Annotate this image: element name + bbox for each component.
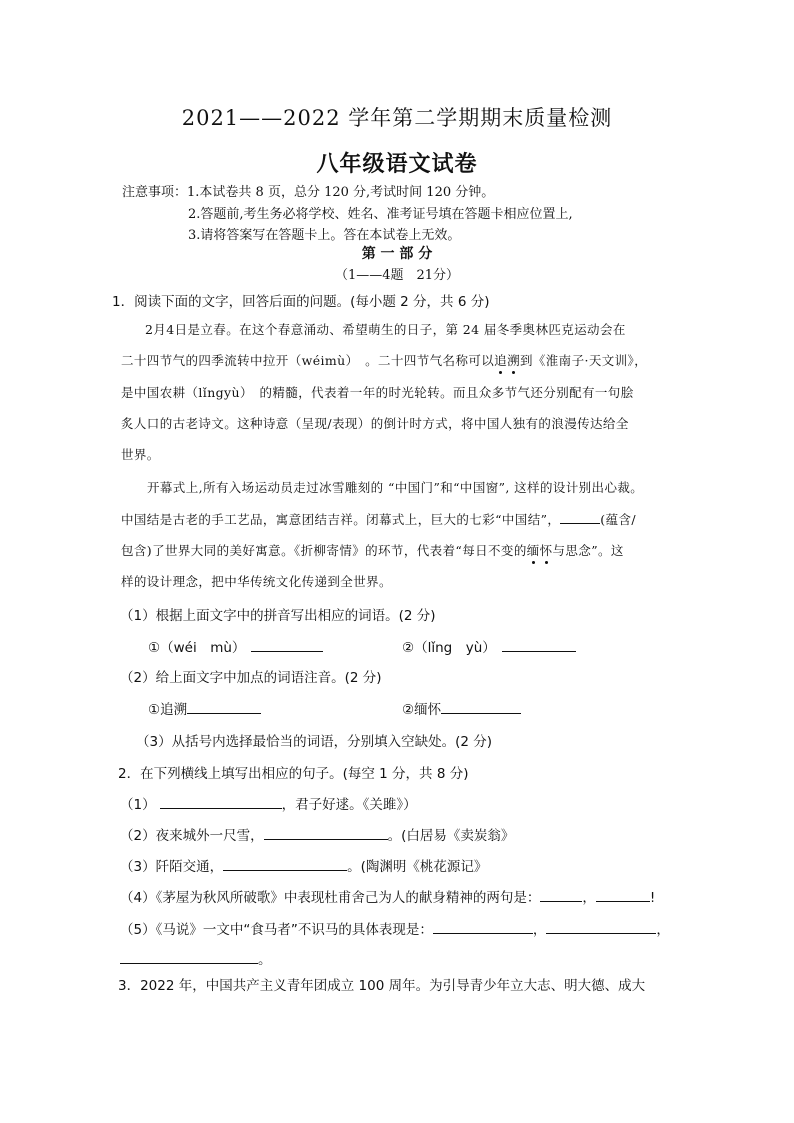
notice-label: 注意事项： xyxy=(122,185,188,200)
item-end: ! xyxy=(649,890,656,906)
dotted-char: 追 xyxy=(494,353,508,368)
item-prefix: （1） xyxy=(120,797,156,813)
sub-label: ①追溯 xyxy=(148,702,188,718)
dotted-char: 怀 xyxy=(539,543,553,558)
section-range: （1——4题 21分） xyxy=(334,268,460,283)
passage-line-2 xyxy=(121,351,647,369)
sub-label: ①（wéi mù） xyxy=(148,640,246,656)
dotted-char: 溯 xyxy=(507,353,520,368)
passage-line-4: 炙人口的古老诗文。这种诗意（呈现/表现）的倒计时方式，将中国人独有的浪漫传达给全 xyxy=(121,416,629,431)
q1-sub3-stem: （3）从括号内选择最恰当的词语，分别填入空缺处。(2 分) xyxy=(136,734,493,750)
item-prefix: （5）《马说》一文中“食马者”不识马的具体表现是： xyxy=(120,922,433,938)
passage-line-6: 开幕式上,所有入场运动员走过冰雪雕刻的 “中国门”和“中国窗”, 这样的设计别出心裁。 xyxy=(147,480,644,495)
exam-title: 2021——2022 学年第二学期期末质量检测 xyxy=(181,106,613,130)
q1-sub2-stem: （2）给上面文字中加点的词语注音。(2 分) xyxy=(120,670,382,686)
answer-blank[interactable] xyxy=(433,919,533,934)
answer-blank[interactable] xyxy=(187,699,261,714)
q1-sub1-b xyxy=(402,636,576,656)
q2-item-5-cont xyxy=(120,948,272,968)
item-end: ， xyxy=(656,922,670,938)
q3-stem: 3．2022 年，中国共产主义青年团成立 100 周年。为引导青少年立大志、明大德、成大 xyxy=(118,978,646,994)
answer-blank[interactable] xyxy=(223,856,347,871)
passage-line-5: 世界。 xyxy=(121,447,160,462)
item-prefix: （4）《茅屋为秋风所破歌》中表现杜甫舍己为人的献身精神的两句是： xyxy=(120,890,541,906)
separator: ， xyxy=(582,890,596,906)
q2-item-3 xyxy=(120,855,487,875)
q2-item-5 xyxy=(120,918,670,938)
section-title: 第 一 部 分 xyxy=(361,246,433,262)
exam-subtitle: 八年级语文试卷 xyxy=(316,151,478,177)
answer-blank[interactable] xyxy=(596,887,650,902)
answer-blank[interactable] xyxy=(251,637,323,652)
notice-item-3: 3.请将答案写在答题卡上。答在本试卷上无效。 xyxy=(188,228,461,243)
q1-sub1-a xyxy=(148,636,323,656)
passage-text: (蕴含/ xyxy=(600,512,636,527)
sub-label: ②（lǐng yù） xyxy=(402,640,496,656)
passage-text: 包含)了世界大同的美好寓意。《折柳寄情》的环节，代表着“每日不变的 xyxy=(121,543,527,558)
passage-text: 与思念”。这 xyxy=(552,543,624,558)
q2-item-2 xyxy=(120,824,514,844)
q2-item-1 xyxy=(120,793,417,813)
answer-blank[interactable] xyxy=(441,699,521,714)
passage-line-8 xyxy=(121,541,624,559)
item-end: 。 xyxy=(258,952,272,968)
notice-text-1: 1.本试卷共 8 页，总分 120 分,考试时间 120 分钟。 xyxy=(187,185,495,200)
q1-sub1-stem: （1）根据上面文字中的拼音写出相应的词语。(2 分) xyxy=(120,608,436,624)
passage-line-9: 样的设计理念，把中华传统文化传递到全世界。 xyxy=(121,574,392,589)
notice-item-2: 2.答题前,考生务必将学校、姓名、准考证号填在答题卡相应位置上, xyxy=(188,207,573,222)
answer-blank[interactable] xyxy=(502,637,576,652)
item-suffix: 。(陶渊明《桃花源记》 xyxy=(347,859,488,875)
answer-blank[interactable] xyxy=(540,887,582,902)
answer-blank[interactable] xyxy=(546,919,656,934)
answer-blank[interactable] xyxy=(264,825,388,840)
passage-line-1: 2月4日是立春。在这个春意涌动、希望萌生的日子，第 24 届冬季奥林匹克运动会在 xyxy=(145,322,626,337)
q2-stem: 2．在下列横线上填写出相应的句子。(每空 1 分，共 8 分) xyxy=(118,766,469,782)
item-suffix: ，君子好逑。《关雎》） xyxy=(281,797,417,813)
q1-sub2-a xyxy=(148,698,261,718)
sub-label: ②缅怀 xyxy=(402,702,442,718)
item-suffix: 。(白居易《卖炭翁》 xyxy=(387,828,515,844)
answer-blank[interactable] xyxy=(160,794,282,809)
q1-sub2-b xyxy=(402,698,521,718)
passage-text: 到《淮南子·天文训》， xyxy=(519,353,648,368)
q2-item-4 xyxy=(120,886,655,906)
passage-text: 二十四节气的四季流转中拉开（wéimù） 。二十四节气名称可以 xyxy=(121,353,495,368)
passage-line-7 xyxy=(121,509,636,528)
answer-blank[interactable] xyxy=(120,949,258,964)
item-prefix: （3）阡陌交通， xyxy=(120,859,224,875)
answer-blank[interactable] xyxy=(560,509,600,524)
passage-line-3: 是中国农耕（lǐngyù） 的精髓，代表着一年的时光轮转。而且众多节气还分别配有一句脍 xyxy=(121,385,634,400)
dotted-char: 缅 xyxy=(526,543,540,558)
notice-item-1 xyxy=(122,181,494,200)
item-prefix: （2）夜来城外一尺雪， xyxy=(120,828,264,844)
q1-stem: 1．阅读下面的文字，回答后面的问题。(每小题 2 分，共 6 分) xyxy=(112,294,490,310)
separator: ， xyxy=(532,922,547,938)
passage-text: 中国结是古老的手工艺品，寓意团结吉祥。闭幕式上，巨大的七彩“中国结”， xyxy=(121,512,561,527)
